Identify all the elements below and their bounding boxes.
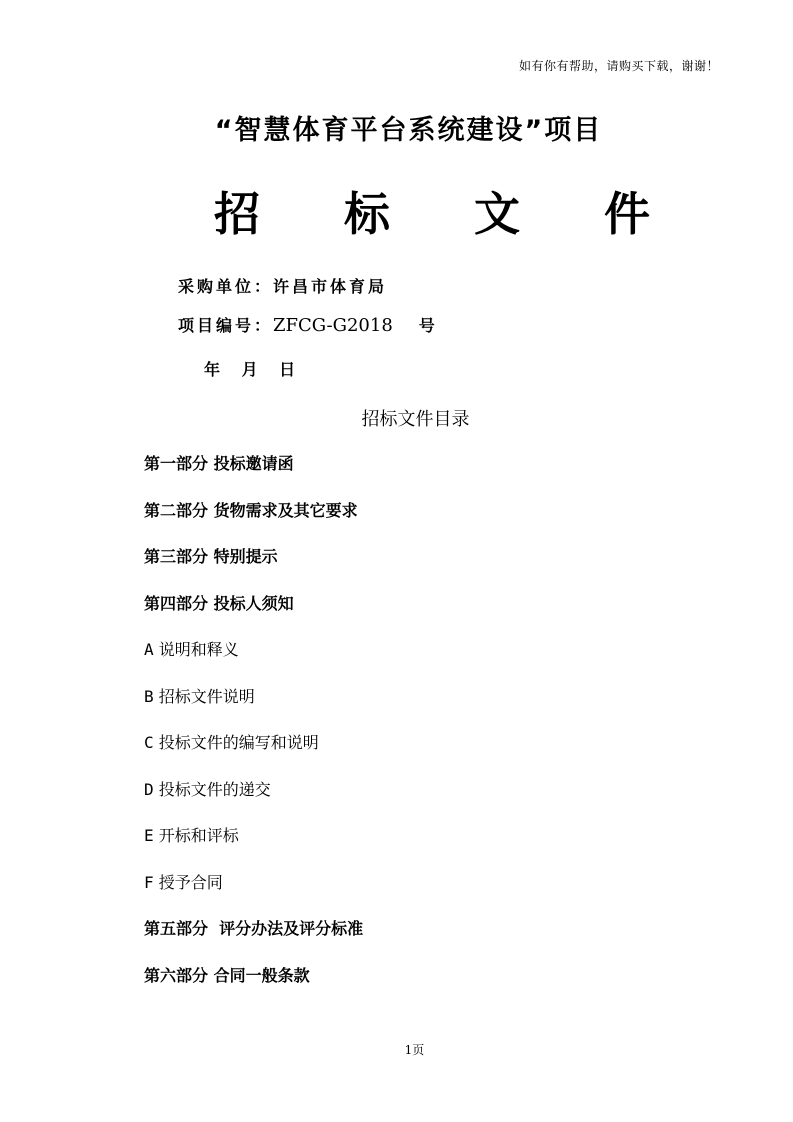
toc-item [144,545,363,592]
toc-item [144,778,363,825]
toc-item [144,638,363,685]
document-title: 招标文件 [214,187,734,241]
toc-item [144,824,363,871]
toc-item [144,499,363,546]
toc-item-text: 说明和释义 [158,640,239,659]
toc-item-text: 第五部分 评分办法及评分标准 [144,919,364,938]
toc-item [144,685,363,732]
procurement-unit-label: 采购单位： [178,277,274,296]
toc-item [144,592,363,639]
toc-item-text: 第一部分 投标邀请函 [144,454,294,473]
toc-item [144,871,363,918]
toc-item-letter: A [144,640,154,659]
page-number: 1页 [404,1043,425,1057]
toc-item-text: 第六部分 合同一般条款 [144,965,310,985]
toc-item [144,917,363,964]
toc-item-letter: D [144,779,154,799]
date-line: 年 月 日 [204,360,304,379]
toc-item-text: 投标文件的递交 [158,779,271,799]
toc-item-text: 开标和评标 [158,826,239,845]
toc-item-text: 第四部分 投标人须知 [144,593,294,613]
toc-item-letter: C [144,733,154,752]
toc-item-text: 第二部分 货物需求及其它要求 [144,500,358,520]
project-code-value: ZFCG-G2018 [273,315,393,336]
project-code-label: 项目编号： [178,316,274,335]
toc-item-text: 投标文件的编写和说明 [158,733,319,752]
toc-item-text: 第三部分 特别提示 [144,547,278,566]
table-of-contents [144,452,363,1010]
toc-item [144,452,363,499]
toc-item-letter: F [144,872,154,892]
header-note: 如有你有帮助，请购买下载，谢谢！ [518,59,719,73]
project-title: “智慧体育平台系统建设”项目 [214,115,603,146]
toc-item-letter: B [144,686,154,706]
toc-item-text: 授予合同 [158,872,223,892]
toc-heading: 招标文件目录 [361,409,470,430]
toc-item [144,964,363,1011]
toc-item [144,731,363,778]
procurement-unit-line [178,274,387,297]
project-code-suffix: 号 [418,316,438,335]
project-code-line [178,313,438,336]
procurement-unit-value: 许昌市体育局 [273,277,388,296]
toc-item-text: 招标文件说明 [158,686,255,706]
toc-item-letter: E [144,826,154,845]
